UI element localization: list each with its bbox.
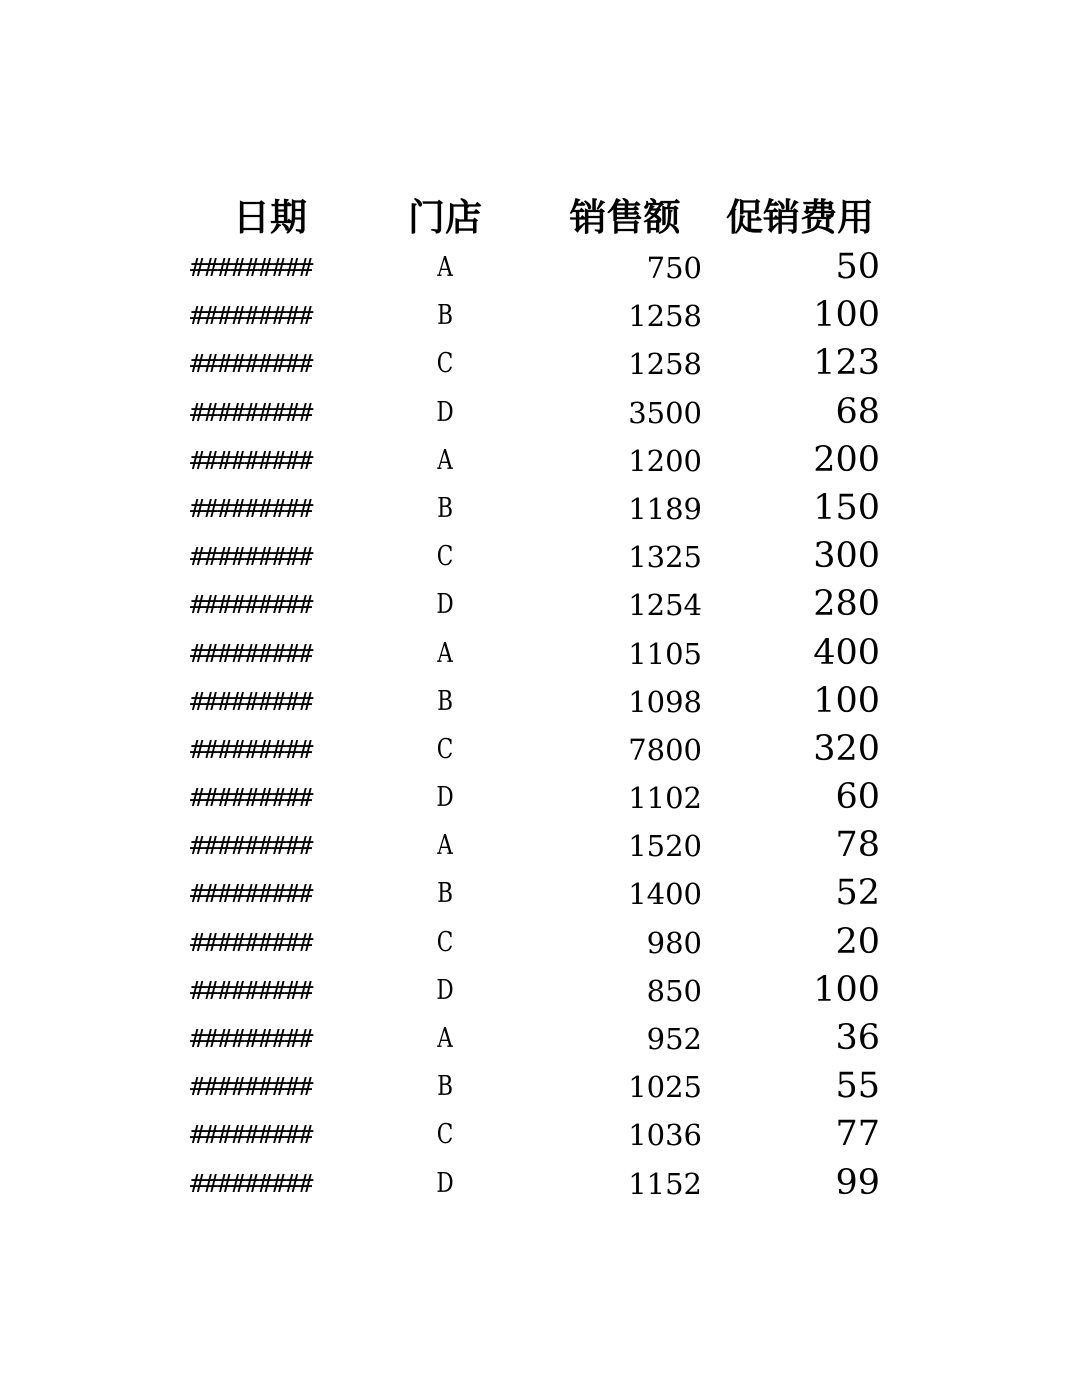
table-row: [0, 630, 1065, 678]
sales-cell: 1025: [628, 1070, 702, 1105]
date-cell: #########: [190, 1024, 312, 1053]
header-sales: 销售额: [569, 196, 681, 239]
header-date: 日期: [233, 196, 307, 239]
sales-cell: 1258: [628, 299, 702, 334]
store-cell: B: [437, 492, 453, 524]
sales-cell: 1258: [628, 347, 702, 382]
promo-cost-cell: 280: [813, 584, 880, 625]
date-cell: #########: [190, 686, 312, 716]
sales-cell: 1200: [628, 443, 702, 478]
sales-cell: 1520: [628, 829, 702, 864]
promo-cost-cell: 320: [813, 728, 880, 769]
promo-cost-cell: 300: [813, 536, 880, 577]
table-row: [0, 1160, 1065, 1208]
table-row: [0, 340, 1065, 388]
date-cell: #########: [190, 397, 312, 427]
store-cell: C: [436, 926, 454, 958]
sales-cell: 850: [646, 973, 702, 1008]
promo-cost-cell: 123: [813, 343, 880, 384]
date-cell: #########: [190, 493, 312, 523]
store-cell: A: [437, 1023, 453, 1054]
store-cell: C: [436, 348, 454, 380]
promo-cost-cell: 400: [813, 632, 880, 673]
table-row: [0, 1111, 1065, 1159]
table-header-row: [0, 192, 1065, 244]
promo-cost-cell: 68: [835, 391, 880, 432]
date-cell: #########: [190, 1120, 312, 1150]
promo-cost-cell: 20: [835, 921, 880, 962]
promo-cost-cell: 50: [835, 247, 880, 287]
sales-cell: 1400: [628, 877, 702, 912]
promo-cost-cell: 60: [835, 777, 880, 818]
table-row: [0, 485, 1065, 533]
header-store: 门店: [408, 196, 482, 239]
date-cell: #########: [190, 445, 312, 475]
date-cell: #########: [190, 349, 312, 379]
sales-cell: 1189: [628, 491, 702, 526]
store-cell: A: [437, 830, 453, 862]
store-cell: A: [437, 444, 453, 476]
table-row: [0, 581, 1065, 629]
store-cell: C: [436, 733, 454, 765]
sales-cell: 1325: [628, 540, 702, 575]
date-cell: #########: [190, 927, 312, 957]
date-cell: #########: [190, 1072, 312, 1102]
store-cell: D: [436, 974, 454, 1006]
table-row: [0, 244, 1065, 292]
table-row: [0, 437, 1065, 485]
table-row: [0, 919, 1065, 967]
table-row: [0, 1015, 1065, 1063]
date-cell: #########: [190, 783, 312, 813]
promo-cost-cell: 52: [835, 873, 880, 914]
date-cell: #########: [190, 542, 312, 572]
table-row: [0, 726, 1065, 774]
store-cell: A: [437, 252, 453, 283]
table-row: [0, 967, 1065, 1015]
sales-cell: 1152: [628, 1166, 702, 1201]
promo-cost-cell: 36: [835, 1018, 880, 1058]
date-cell: #########: [190, 734, 312, 764]
promo-cost-cell: 77: [835, 1114, 880, 1155]
store-cell: D: [436, 396, 454, 428]
date-cell: #########: [190, 831, 312, 861]
date-cell: #########: [190, 301, 312, 331]
date-cell: #########: [190, 253, 312, 282]
table-row: [0, 1063, 1065, 1111]
promo-cost-cell: 99: [835, 1162, 880, 1203]
sales-cell: 750: [646, 251, 702, 285]
date-cell: #########: [190, 1168, 312, 1198]
table-row: [0, 822, 1065, 870]
store-cell: B: [437, 878, 453, 910]
sales-cell: 1102: [628, 781, 702, 816]
table-row: [0, 389, 1065, 437]
table-body: [0, 244, 1065, 1208]
table-row: [0, 678, 1065, 726]
promo-cost-cell: 78: [835, 825, 880, 866]
sales-cell: 980: [646, 925, 702, 960]
promo-cost-cell: 100: [813, 969, 880, 1010]
store-cell: C: [436, 1119, 454, 1151]
promo-cost-cell: 100: [813, 295, 880, 336]
sales-cell: 7800: [628, 732, 702, 767]
sales-cell: 1105: [628, 636, 702, 671]
table-row: [0, 870, 1065, 918]
table-row: [0, 774, 1065, 822]
sales-cell: 3500: [628, 395, 702, 430]
store-cell: B: [437, 300, 453, 332]
sales-cell: 1254: [628, 588, 702, 623]
store-cell: D: [436, 782, 454, 814]
promo-cost-cell: 200: [813, 439, 880, 480]
store-cell: D: [436, 1167, 454, 1199]
table-row: [0, 533, 1065, 581]
promo-cost-cell: 100: [813, 680, 880, 721]
header-promo-cost: 促销费用: [726, 196, 874, 239]
store-cell: D: [436, 589, 454, 621]
sales-cell: 1036: [628, 1118, 702, 1153]
date-cell: #########: [190, 638, 312, 668]
sales-cell: 1098: [628, 684, 702, 719]
date-cell: #########: [190, 879, 312, 909]
promo-cost-cell: 150: [813, 487, 880, 528]
promo-cost-cell: 55: [835, 1066, 880, 1107]
store-cell: B: [437, 685, 453, 717]
date-cell: #########: [190, 975, 312, 1005]
table-row: [0, 292, 1065, 340]
store-cell: B: [437, 1071, 453, 1103]
store-cell: C: [436, 541, 454, 573]
date-cell: #########: [190, 590, 312, 620]
sales-cell: 952: [646, 1022, 702, 1056]
store-cell: A: [437, 637, 453, 669]
